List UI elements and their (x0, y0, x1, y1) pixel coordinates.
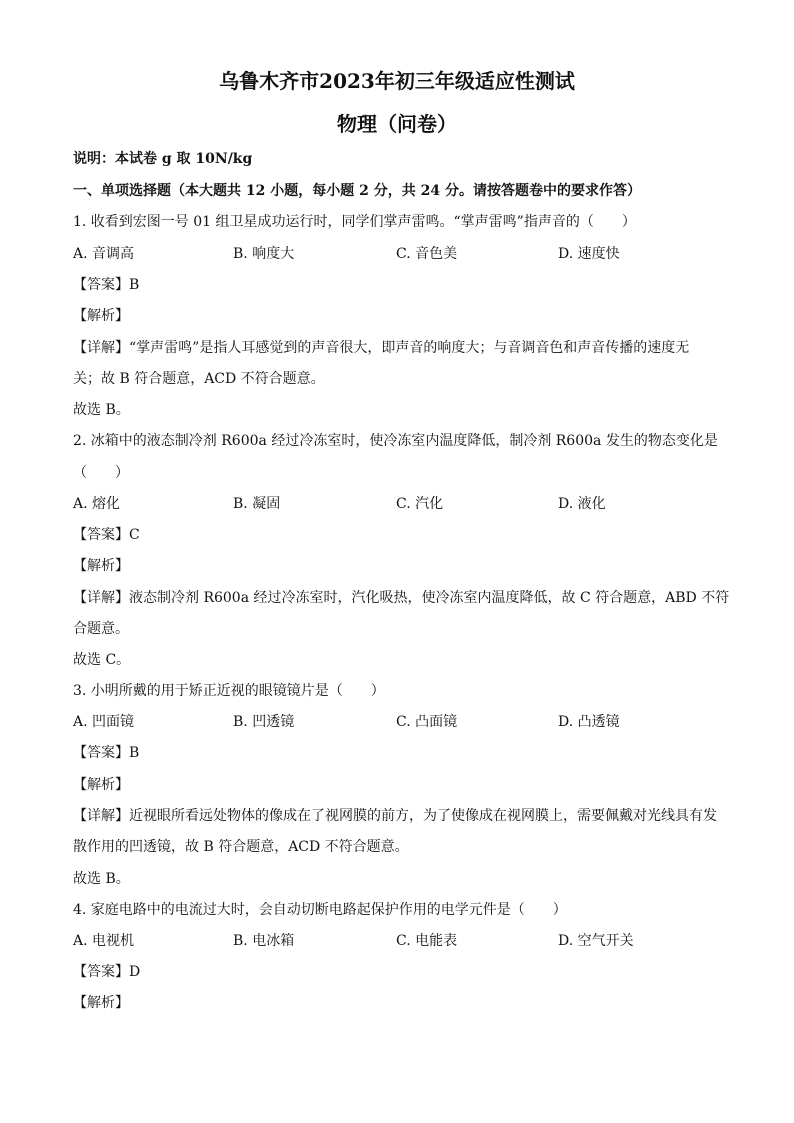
option-d: D. 凸透镜 (558, 714, 620, 730)
question-stem: 3. 小明所戴的用于矫正近视的眼镜镜片是（ ） (73, 683, 385, 699)
detail-line: 【详解】近视眼所看远处物体的像成在了视网膜的前方，为了使像成在视网膜上，需要佩戴对光线具有发 (73, 808, 717, 824)
option-c: C. 凸面镜 (396, 714, 458, 730)
analysis-label: 【解析】 (73, 777, 129, 793)
question-stem: 4. 家庭电路中的电流过大时，会自动切断电路起保护作用的电学元件是（ ） (73, 902, 567, 918)
option-d: D. 液化 (558, 496, 606, 512)
answer: 【答案】C (73, 527, 140, 543)
exam-subtitle: 物理（问卷） (337, 112, 457, 136)
conclusion: 故选 B。 (73, 871, 130, 887)
option-c: C. 汽化 (396, 496, 444, 512)
detail-line: 关；故 B 符合题意，ACD 不符合题意。 (73, 371, 325, 387)
answer: 【答案】D (73, 964, 141, 980)
detail-line: 散作用的凹透镜，故 B 符合题意，ACD 不符合题意。 (73, 839, 409, 855)
analysis-label: 【解析】 (73, 995, 129, 1011)
answer: 【答案】B (73, 745, 140, 761)
detail-line: 【详解】“掌声雷鸣”是指人耳感觉到的声音很大，即声音的响度大；与音调音色和声音传播的速度无 (73, 340, 690, 356)
option-c: C. 电能表 (396, 933, 458, 949)
option-d: D. 空气开关 (558, 933, 634, 949)
analysis-label: 【解析】 (73, 558, 129, 574)
conclusion: 故选 B。 (73, 402, 130, 418)
option-a: A. 凹面镜 (73, 714, 135, 730)
conclusion: 故选 C。 (73, 652, 131, 668)
option-a: A. 熔化 (73, 496, 121, 512)
option-b: B. 响度大 (233, 246, 295, 262)
option-b: B. 凹透镜 (233, 714, 295, 730)
detail-line: 合题意。 (73, 621, 129, 637)
question-stem: （ ） (73, 465, 129, 481)
option-a: A. 音调高 (73, 246, 135, 262)
question-stem: 2. 冰箱中的液态制冷剂 R600a 经过冷冻室时，使冷冻室内温度降低，制冷剂 R600a 发生的物态变化是 (73, 433, 718, 449)
option-b: B. 电冰箱 (233, 933, 295, 949)
answer: 【答案】B (73, 277, 140, 293)
option-b: B. 凝固 (233, 496, 281, 512)
question-stem: 1. 收看到宏图一号 01 组卫星成功运行时，同学们掌声雷鸣。“掌声雷鸣”指声音的（ ） (73, 214, 636, 230)
option-a: A. 电视机 (73, 933, 135, 949)
detail-line: 【详解】液态制冷剂 R600a 经过冷冻室时，汽化吸热，使冷冻室内温度降低，故 C 符合题意，ABD 不符 (73, 590, 730, 606)
section-title: 一、单项选择题（本大题共 12 小题，每小题 2 分，共 24 分。请按答题卷中的要求作答） (73, 183, 641, 199)
option-c: C. 音色美 (396, 246, 458, 262)
analysis-label: 【解析】 (73, 308, 129, 324)
exam-note: 说明：本试卷 g 取 10N/kg (73, 151, 253, 167)
exam-title: 乌鲁木齐市2023年初三年级适应性测试 (219, 69, 575, 93)
option-d: D. 速度快 (558, 246, 620, 262)
